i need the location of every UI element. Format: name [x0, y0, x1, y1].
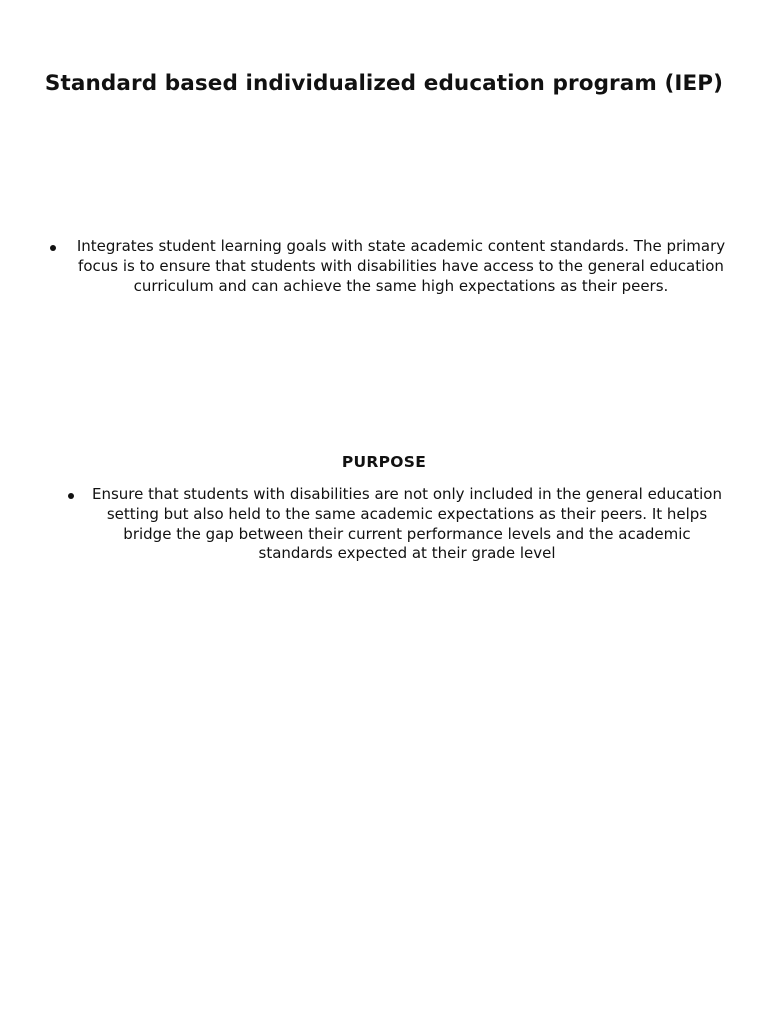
- bullet-icon: [68, 493, 74, 499]
- purpose-bullet-text: Ensure that students with disabilities are not only included in the general education setting but also held to the same academic expectations as their peers. It helps bridge the gap between their current performance levels and the academic standards expected at their grade level: [92, 485, 722, 563]
- document-title: Standard based individualized education program (IEP): [44, 71, 724, 96]
- intro-bullet-text: Integrates student learning goals with state academic content standards. The primary focus is to ensure that students with disabilities have access to the general education curriculum and can achieve the same high expectations as their peers.: [76, 237, 726, 295]
- bullet-icon: [50, 245, 56, 251]
- purpose-bullet-item: [68, 485, 724, 564]
- intro-bullet-item: [50, 237, 730, 296]
- purpose-heading: PURPOSE: [341, 453, 427, 471]
